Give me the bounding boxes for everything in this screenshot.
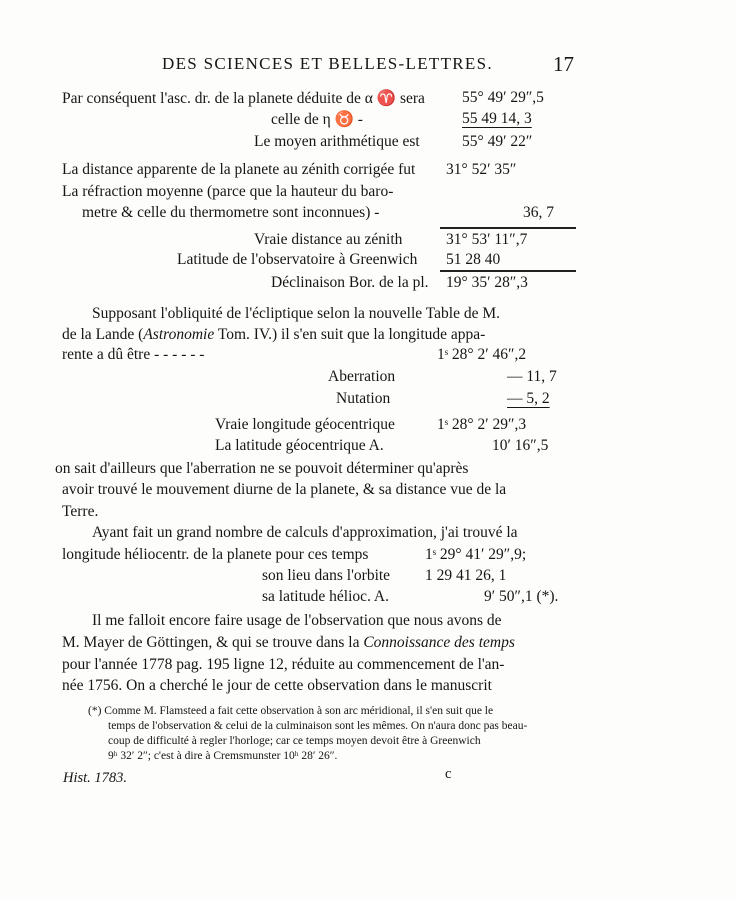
- calc1-value-3: 55° 49′ 22″: [462, 133, 533, 150]
- calc2-label-4: Vraie distance au zénith: [254, 231, 403, 248]
- calc2-label-3: metre & celle du thermometre sont inconnues) -: [82, 204, 380, 221]
- para3-value-2: 1ˢ 29° 41′ 29″,9;: [425, 546, 527, 563]
- para1-line-2: de la Lande (Astronomie Tom. IV.) il s'en suit que la longitude appa-: [62, 326, 486, 343]
- footnote-line-3: coup de difficulté à regler l'horloge; car ce temps moyen devoit être à Greenwich: [108, 735, 481, 747]
- geocentric-latitude-value: 10′ 16″,5: [492, 437, 549, 454]
- true-longitude-label: Vraie longitude géocentrique: [215, 416, 395, 433]
- para1-value-3: 1ˢ 28° 2′ 46″,2: [437, 346, 527, 363]
- calc2-label-1: La distance apparente de la planete au zénith corrigée fut: [62, 161, 416, 178]
- calc1-label-1: Par conséquent l'asc. dr. de la planete déduite de α ♈ sera: [62, 90, 425, 107]
- para3-value-4: 9′ 50″,1 (*).: [484, 588, 559, 605]
- para4-line-3: pour l'année 1778 pag. 195 ligne 12, réduite au commencement de l'an-: [62, 656, 505, 673]
- calc2-value-3: 36, 7: [523, 204, 554, 221]
- para1-line-3: rente a dû être - - - - - -: [62, 346, 205, 363]
- footer-citation: Hist. 1783.: [63, 770, 128, 786]
- calc2-label-5: Latitude de l'observatoire à Greenwich: [177, 251, 418, 268]
- true-longitude-value: 1ˢ 28° 2′ 29″,3: [437, 416, 527, 433]
- nutation-label: Nutation: [336, 390, 391, 407]
- para3-line-1: Ayant fait un grand nombre de calculs d'approximation, j'ai trouvé la: [92, 524, 518, 541]
- calc2-value-4: 31° 53′ 11″,7: [446, 231, 528, 248]
- calc1-value-1: 55° 49′ 29″,5: [462, 89, 544, 106]
- calc1-label-2: celle de η ♉ -: [271, 111, 363, 128]
- aberration-value: — 11, 7: [507, 368, 557, 385]
- para3-line-3: son lieu dans l'orbite: [262, 567, 391, 584]
- calc2-label-2: La réfraction moyenne (parce que la hauteur du baro-: [62, 183, 394, 200]
- para4-line-2: M. Mayer de Göttingen, & qui se trouve dans la Connoissance des temps: [62, 634, 515, 651]
- para3-line-2: longitude héliocentr. de la planete pour ces temps: [62, 546, 369, 563]
- calc2-value-1: 31° 52′ 35″: [446, 161, 517, 178]
- calc1-value-2: 55 49 14, 3: [462, 110, 532, 127]
- para3-value-3: 1 29 41 26, 1: [425, 567, 507, 584]
- geocentric-latitude-label: La latitude géocentrique A.: [215, 437, 384, 454]
- footnote-line-2: temps de l'observation & celui de la culminaison sont les mêmes. On n'aura donc pas beau-: [108, 720, 528, 732]
- para4-line-1: Il me falloit encore faire usage de l'observation que nous avons de: [92, 612, 502, 629]
- running-title: DES SCIENCES ET BELLES-LETTRES.: [162, 54, 493, 73]
- para4-line-4: née 1756. On a cherché le jour de cette observation dans le manuscrit: [62, 677, 492, 694]
- calc2-value-5: 51 28 40: [446, 251, 501, 268]
- calc2-value-6: 19° 35′ 28″,3: [446, 274, 528, 291]
- calc2-label-6: Déclinaison Bor. de la pl.: [271, 274, 429, 291]
- sum-rule: [440, 227, 576, 229]
- footnote-line-1: (*) Comme M. Flamsteed a fait cette observation à son arc méridional, il s'en suit que le: [88, 705, 494, 717]
- para2-line-3: Terre.: [62, 503, 99, 520]
- para2-line-2: avoir trouvé le mouvement diurne de la planete, & sa distance vue de la: [62, 481, 507, 498]
- page-number: 17: [553, 52, 574, 76]
- para3-line-4: sa latitude hélioc. A.: [262, 588, 389, 605]
- difference-rule: [440, 270, 576, 272]
- footnote-line-4: 9ʰ 32′ 2″; c'est à dire à Cremsmunster 10ʰ 28′ 26″.: [108, 750, 338, 762]
- nutation-value: — 5, 2: [507, 390, 550, 407]
- signature-mark: c: [445, 766, 452, 782]
- para1-line-1: Supposant l'obliquité de l'écliptique selon la nouvelle Table de M.: [92, 305, 500, 322]
- aberration-label: Aberration: [328, 368, 396, 385]
- calc1-label-3: Le moyen arithmétique est: [254, 133, 420, 150]
- para2-line-1: on sait d'ailleurs que l'aberration ne se pouvoit déterminer qu'après: [55, 460, 469, 477]
